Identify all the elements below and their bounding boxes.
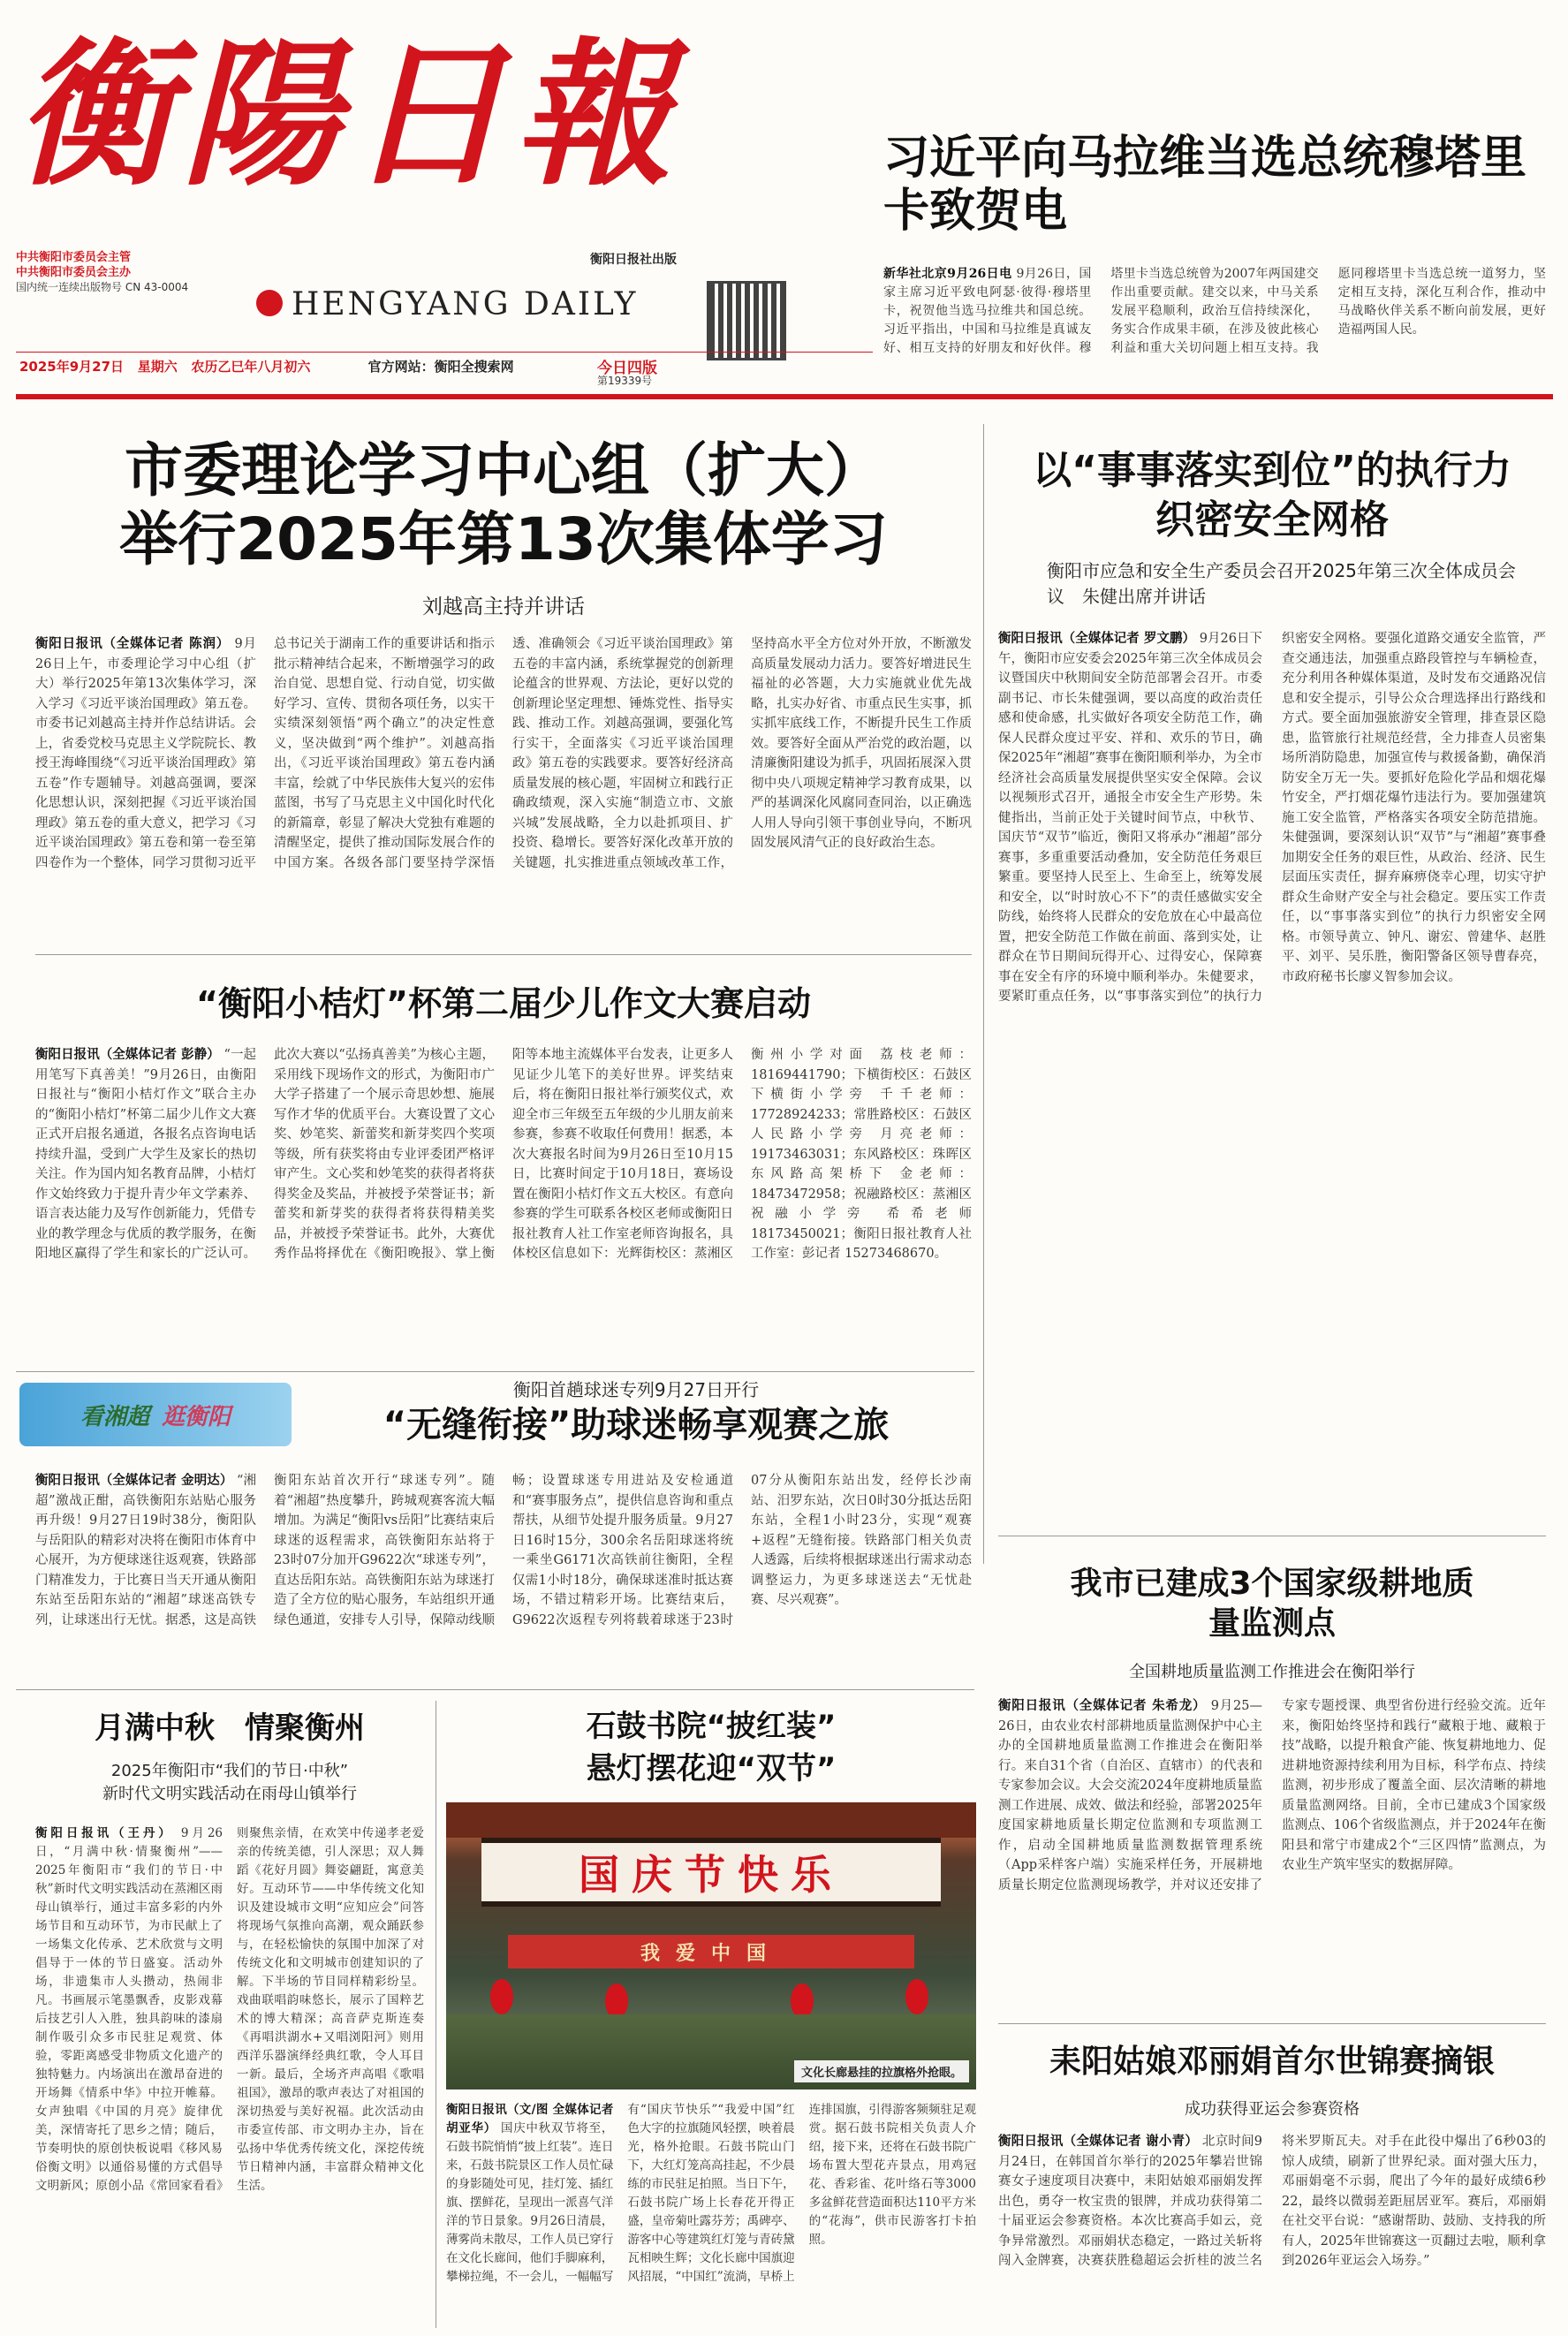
a6-subhead: 成功获得亚运会参赛资格 — [1185, 2100, 1360, 2119]
a6-body — [998, 2132, 1546, 2326]
a6-dateline: 衡阳日报讯（全媒体记者 谢小青） — [998, 2134, 1199, 2149]
a5-subhead: 全国耕地质量监测工作推进会在衡阳举行 — [1129, 1663, 1415, 1681]
a5-text: 9月25—26日，由农业农村部耕地质量监测保护中心主办的全国耕地质量监测工作推进会在衡阳举行。来自31个省（自治区、直辖市）的代表和专家参加会议。大会交流2024年度耕地质量监测工作进展、成效、做法和经验，部署2025年度国家耕地质量长期定位监测和专项监测工作，启动全国耕地质量监测数据管理系统（App采样客户端）实施采样任务，开展耕地质量长期定位监测现场教学，并对议还安排了专家专题授课、典型省份进行经验交流。近年来，衡阳始终坚持和践行“藏粮于地、藏粮于技”战略，以提升粮食产能、恢复耕地地力、促进耕地资源持续利用为目标，科学布点、持续监测，初步形成了覆盖全面、层次清晰的耕地质量监测网络。目前，全市已建成3个国家级监测点、106个省级监测点，并于2024年在衡阳县和常宁市建成2个“三区四情”监测点，为农业生产筑牢坚实的数据屏障。 — [998, 1699, 1546, 1892]
issue-date: 2025年9月27日 — [19, 359, 125, 375]
a8-body — [446, 2101, 976, 2329]
a7-subhead-2: 新时代文明实践活动在雨母山镇举行 — [102, 1785, 357, 1803]
a3-dateline: 衡阳日报讯（全媒体记者 彭静） — [35, 1047, 220, 1062]
lunar-date: 农历乙巳年八月初六 — [191, 359, 311, 375]
a4-body — [35, 1471, 972, 1676]
photo-banner-text: 国庆节快乐 — [579, 1851, 844, 1899]
a6-headline: 耒阳姑娘邓丽娟首尔世锦赛摘银 — [1049, 2044, 1495, 2080]
a2-headline-2: 织密安全网格 — [1155, 497, 1389, 542]
banner-text-2: 逛衡阳 — [162, 1403, 231, 1430]
a4-kicker: 衡阳首趟球迷专列9月27日开行 — [512, 1379, 760, 1400]
a8-dateline: 衡阳日报讯（文/图 全媒体记者 胡亚华） — [446, 2103, 614, 2135]
a7-headline: 月满中秋 情聚衡州 — [95, 1710, 365, 1746]
publisher: 衡阳日报社出版 — [590, 253, 677, 267]
cn-number: 国内统一连续出版物号 CN 43-0004 — [16, 281, 189, 293]
a1-body — [35, 634, 972, 940]
a8-photo — [446, 1802, 976, 2090]
lead-body — [883, 265, 1546, 389]
english-name: HENGYANG DAILY — [292, 286, 639, 322]
lead-text: 9月26日，国家主席习近平致电阿瑟·彼得·穆塔里卡，祝贺他当选马拉维共和国总统。习近平指出，中国和马拉维是真诚友好、相互支持的好朋友和好伙伴。穆塔里卡当选总统曾为2007年两国建交作出重要贡献。建交以来，中马关系发展平稳顺利，政治互信持续深化，务实合作成果丰硕，在涉及彼此核心利益和重大关切问题上相互支持。我愿同穆塔里卡当选总统一道努力，坚定相互支持，深化互利合作，推动中马战略伙伴关系不断向前发展，更好造福两国人民。 — [883, 267, 1546, 355]
a5-dateline: 衡阳日报讯（全媒体记者 朱希龙） — [998, 1698, 1207, 1713]
a2-dateline: 衡阳日报讯（全媒体记者 罗文鹏） — [998, 631, 1196, 646]
photo-caption: 文化长廊悬挂的拉旗格外抢眼。 — [794, 2060, 969, 2082]
weekday: 星期六 — [137, 359, 178, 375]
a1-headline-1: 市委理论学习中心组（扩大） — [125, 436, 882, 504]
website: 官方网站：衡阳全搜索网 — [367, 359, 514, 375]
a1-subhead: 刘越高主持并讲话 — [422, 595, 585, 618]
a2-headline-1: 以“事事落实到位”的执行力 — [1033, 448, 1511, 493]
sponsor-1: 中共衡阳市委员会主管 — [16, 251, 132, 264]
qr-code-icon — [707, 281, 786, 360]
lead-dateline: 新华社北京9月26日电 — [883, 267, 1012, 281]
a2-text: 9月26日下午，衡阳市应安委会2025年第三次全体成员会议暨国庆中秋期间安全防范部署会召开。市委副书记、市长朱健强调，要以高度的政治责任感和使命感，扎实做好各项安全防范工作，确保人民群众度过平安、祥和、欢乐的节日，确保2025年“湘超”赛事在衡阳顺利举办，为全市经济社会高质量发展提供坚实安全保障。会议以视频形式召开，通报全市安全生产形势。朱健指出，当前正处于关键时间节点，中秋节、国庆节“双节”临近，衡阳又将承办“湘超”部分赛事，多重重要活动叠加，安全防范任务艰巨繁重。要坚持人民至上、生命至上，统筹发展和安全，以“时时放心不下”的责任感做实安全防线，始终将人民群众的安危放在心中最高位置，把安全防范工作做在前面、落到实处，让群众在节日期间玩得开心、过得安心，保障赛事在安全有序的环境中顺利举办。朱健要求，要紧盯重点任务，以“事事落实到位”的执行力织密安全网格。要强化道路交通安全监管，严查交通违法，加强重点路段管控与车辆检查，充分利用各种媒体渠道，及时发布交通路况信息和安全提示，引导公众合理选择出行路线和方式。要全面加强旅游安全管理，排查景区隐患，监管旅行社规范经营，全力排查人员密集场所消防隐患，加强宣传与救援备勤，确保消防安全万无一失。要抓好危险化学品和烟花爆竹安全，严打烟花爆竹违法行为。要加强建筑施工安全监管，严格落实各项安全防范措施。朱健强调，要深刻认识“双节”与“湘超”赛事叠加期安全任务的艰巨性，从政治、经济、民生层面压实责任，摒弃麻痹侥幸心理，切实守护群众生命财产安全与社会稳定。要压实工作责任，以“事事落实到位”的执行力织密安全网格。市领导黄立、钟凡、谢宏、曾建华、赵胜平、刘平、吴乐胜，衡阳警备区领导曹春亮，市政府秘书长廖义智参加会议。 — [998, 632, 1546, 1004]
photo-sign-text: 我爱中国 — [640, 1942, 782, 1965]
a7-subhead — [35, 1760, 424, 1806]
a1-headline-2: 举行2025年第13次集体学习 — [119, 505, 888, 573]
a1-dateline: 衡阳日报讯（全媒体记者 陈润） — [35, 636, 231, 651]
lead-headline: 习近平向马拉维当选总统穆塔里卡致贺电 — [883, 132, 1527, 238]
date-bar — [19, 357, 514, 375]
masthead-rule — [16, 394, 1553, 399]
logo-icon — [256, 290, 283, 316]
a3-text: “一起用笔写下真善美！”9月26日，由衡阳日报社与“衡阳小桔灯作文”联合主办的“衡阳小桔灯”杯第二届少儿作文大赛正式开启报名通道，各报名点咨询电话持续升温，受到广大学生及家长的热切关注。作为国内知名教育品牌，小桔灯作文始终致力于提升青少年文学素养、语言表达能力及写作创新能力，凭借专业的教学理念与优质的教学服务，在衡阳地区赢得了学生和家长的广泛认可。此次大赛以“弘扬真善美”为核心主题，采用线下现场作文的形式，为衡阳市广大学子搭建了一个展示奇思妙想、施展写作才华的优质平台。大赛设置了文心奖、妙笔奖、新蕾奖和新芽奖四个奖项等级，所有获奖将由专业评委团严格评审产生。文心奖和妙笔奖的获得者将获得奖金及奖品，并被授予荣誉证书；新蕾奖和新芽奖的获得者将获得精美奖品，并被授予荣誉证书。此外，大赛优秀作品将择优在《衡阳晚报》、掌上衡阳等本地主流媒体平台发表，让更多人见证少儿笔下的美好世界。评奖结束后，将在衡阳日报社举行颁奖仪式，欢迎全市三年级至五年级的少儿朋友前来参赛，参赛不收取任何费用！据悉，本次大赛报名时间为9月26日至10月15日，比赛时间定于10月18日，赛场设置在衡阳小桔灯作文五大校区。有意向参赛的学生可联系各校区老师或衡阳日报社教育人社工作室老师咨询报名，具体校区信息如下：光辉街校区：蒸湘区衡州小学对面 荔枝老师：18169441790；下横街校区：石鼓区下横街小学旁 千千老师：17728924233；常胜路校区：石鼓区人民路小学旁 月亮老师：19173463031；东风路校区：珠晖区东风路高架桥下 金老师：18473472958；祝融路校区：蒸湘区祝融小学旁 希希老师18173450021；衡阳日报社教育人社工作室：彭记者 15273468670。 — [35, 1048, 972, 1261]
page-count: 今日四版 — [597, 360, 657, 377]
a1-text: 9月26日上午，市委理论学习中心组（扩大）举行2025年第13次集体学习，深入学习《习近平谈治国理政》第五卷。市委书记刘越高主持并作总结讲话。会上，省委党校马克思主义学院院长、教授王海峰围绕“《习近平谈治国理政》第五卷”作专题辅导。刘越高强调，要深化思想认识，深刻把握《习近平谈治国理政》第五卷的重大意义，把学习《习近平谈治国理政》第五卷和第一卷至第四卷作为一个整体，同学习贯彻习近平总书记关于湖南工作的重要讲话和指示批示精神结合起来，不断增强学习的政治自觉、思想自觉、行动自觉，切实做好学习、宣传、贯彻各项任务，以实干实绩深刻领悟“两个确立”的决定性意义，坚决做到“两个维护”。刘越高指出，《习近平谈治国理政》第五卷内涵丰富，绘就了中华民族伟大复兴的宏伟蓝图，书写了马克思主义中国化时代化的新篇章，彰显了解决大党独有难题的清醒坚定，提供了推动国际发展合作的中国方案。各级各部门要坚持学深悟透、准确领会《习近平谈治国理政》第五卷的丰富内涵，系统掌握党的创新理论蕴含的世界观、方法论，更好以党的创新理论坚定理想、锤炼党性、指导实践、推动工作。刘越高强调，要强化笃行实干，全面落实《习近平谈治国理政》第五卷的实践要求。要答好经济高质量发展的核心题，牢固树立和践行正确政绩观，深入实施“制造立市、文旅兴城”发展战略，全力以赴抓项目、扩投资、稳增长。要答好深化改革开放的关键题，扎实推进重点领域改革工作，坚持高水平全方位对外开放，不断激发高质量发展动力活力。要答好增进民生福祉的必答题，大力实施就业优先战略，扎实办好省、市重点民生实事，抓实抓牢底线工作，不断提升民生工作质效。要答好全面从严治党的政治题，以清廉衡阳建设为抓手，巩固拓展深入贯彻中央八项规定精神学习教育成果，以严的基调深化风腐同查同治，以正确选人用人导向引领干事创业导向，不断巩固发展风清气正的良好政治生态。 — [35, 637, 972, 870]
a2-body — [998, 629, 1546, 1514]
a8-headline-1: 石鼓书院“披红装” — [586, 1709, 837, 1744]
a2-subhead: 衡阳市应急和安全生产委员会召开2025年第三次全体成员会议 朱健出席并讲话 — [1047, 560, 1516, 607]
a7-text: 9月26日，“月满中秋·情聚衡州”——2025年衡阳市“我们的节日·中秋”新时代文明实践活动在蒸湘区雨母山镇举行，通过丰富多彩的内外场节目和互动环节，为市民献上了一场集文化传承、艺术欣赏与文明倡导于一体的节日盛宴。活动外场，非遗集市人头攒动，热闹非凡。书画展示笔墨飘香，皮影戏幕后技艺引人入胜，独具韵味的漆扇制作吸引众多市民驻足观赏、体验，零距离感受非物质文化遗产的独特魅力。内场演出在激昂奋进的开场舞《情系中华》中拉开帷幕。女声独唱《中国的月亮》旋律优美，深情寄托了思乡之情；随后，节奏明快的原创快板说唱《移风易俗衡文明》以通俗易懂的方式倡导文明新风；原创小品《常回家看看》则聚焦亲情，在欢笑中传递孝老爱亲的传统美德，引人深思；双人舞蹈《花好月圆》舞姿翩跹，寓意美好。互动环节——中华传统文化知识及建设城市文明“应知应会”问答将现场气氛推向高潮，观众踊跃参与，在轻松愉快的氛围中加深了对传统文化和文明城市创建知识的了解。下半场的节目同样精彩纷呈。戏曲联唱韵味悠长，展示了国粹艺术的博大精深；高音萨克斯连奏《再唱洪湖水+又唱浏阳河》则用西洋乐器演绎经典红歌，令人耳目一新。最后，全场齐声高唱《歌唱祖国》，激昂的歌声表达了对祖国的深切热爱与美好祝福。此次活动由市委宣传部、市文明办主办，旨在弘扬中华优秀传统文化，深挖传统节日精神内涵，丰富群众精神文化生活。 — [35, 1826, 424, 2193]
issue-number: 第19339号 — [597, 375, 653, 387]
a3-body — [35, 1045, 972, 1359]
a4-headline: “无缝衔接”助球迷畅享观赛之旅 — [383, 1405, 890, 1445]
a7-body — [35, 1824, 424, 2328]
sponsor-block — [16, 250, 188, 295]
banner-text-1: 看湘超 — [80, 1403, 149, 1430]
sponsor-2: 中共衡阳市委员会主办 — [16, 266, 132, 279]
a5-body — [998, 1696, 1546, 2007]
a7-dateline: 衡阳日报讯（王丹） — [35, 1826, 174, 1840]
a8-headline-2: 悬灯摆花迎“双节” — [586, 1751, 837, 1786]
a5-headline: 我市已建成3个国家级耕地质量监测点 — [1070, 1566, 1474, 1642]
a8-text: 国庆中秋双节将至，石鼓书院悄悄“披上红装”。连日来，石鼓书院景区工作人员忙碌的身影随处可见，挂灯笼、插红旗、摆鲜花，呈现出一派喜气洋洋的节日景象。9月26日清晨，薄雾尚未散尽，工作人员已穿行在文化长廊间，他们手脚麻利，攀梯拉绳，不一会儿，一幅幅写有“国庆节快乐”“我爱中国”红色大字的拉旗随风轻摆，映着晨光，格外抢眼。石鼓书院山门下，大红灯笼高高挂起，不少晨练的市民驻足拍照。当日下午，石鼓书院广场上长春花开得正盛，皇帝菊吐露芬芳；禹碑亭、游客中心等建筑红灯笼与青砖黛瓦相映生辉；文化长廊中国旗迎风招展，“中国红”流淌，早桥上连排国旗，引得游客频频驻足观赏。据石鼓书院相关负责人介绍，接下来，还将在石鼓书院广场布置大型花卉景点，用鸡冠花、香彩雀、花叶络石等3000多盆鲜花营造面积达110平方米的“花海”，供市民游客打卡拍照。 — [446, 2103, 976, 2284]
banner — [19, 1383, 292, 1446]
a3-headline: “衡阳小桔灯”杯第二届少儿作文大赛启动 — [196, 984, 811, 1023]
a4-dateline: 衡阳日报讯（全媒体记者 金明达） — [35, 1473, 233, 1488]
masthead-title: 衡陽日報 — [16, 22, 680, 207]
a7-subhead-1: 2025年衡阳市“我们的节日·中秋” — [110, 1762, 349, 1780]
a4-text: “湘超”激战正酣，高铁衡阳东站贴心服务再升级！9月27日19时38分，衡阳队与岳阳队的精彩对决将在衡阳市体育中心展开，为方便球迷往返观赛，铁路部门精准发力，于比赛日当天开通从衡阳东站至岳阳东站的“湘超”球迷高铁专列，让球迷出行无忧。据悉，这是高铁衡阳东站首次开行“球迷专列”。随着“湘超”热度攀升，跨城观赛客流大幅增加。为满足“衡阳vs岳阳”比赛结束后球迷的返程需求，高铁衡阳东站将于23时07分加开G9622次“球迷专列”，直达岳阳东站。高铁衡阳东站为球迷打造了全方位的贴心服务，车站组织开通绿色通道，安排专人引导，保障动线顺畅；设置球迷专用进站及安检通道和“赛事服务点”，提供信息咨询和重点帮扶，从细节处提升服务质量。9月27日16时15分，300余名岳阳球迷将统一乘坐G6171次高铁前往衡阳，全程仅需1小时18分，确保球迷准时抵达赛场，不错过精彩开场。比赛结束后，G9622次返程专列将载着球迷于23时07分从衡阳东站出发，经停长沙南站、汨罗东站，次日0时30分抵达岳阳东站，全程1小时23分，实现“观赛+返程”无缝衔接。铁路部门相关负责人透露，后续将根据球迷出行需求动态调整运力，为更多球迷送去“无忧赴赛、尽兴观赛”。 — [35, 1474, 972, 1627]
a6-text: 北京时间9月24日，在韩国首尔举行的2025年攀岩世锦赛女子速度项目决赛中，耒阳姑娘邓丽娟发挥出色，勇夺一枚宝贵的银牌，并成功获得第二十届亚运会参赛资格。本次比赛高手如云，竞争异常激烈。邓丽娟状态稳定，一路过关斩将闯入金牌赛，决赛获胜稳超运会折桂的波兰名将米罗斯瓦夫。对手在此役中爆出了6秒03的惊人成绩，刷新了世界纪录。面对强大压力，邓丽娟毫不示弱，爬出了今年的最好成绩6秒22，最终以微弱差距屈居亚军。赛后，邓丽娟在社交平台说：“感谢帮助、鼓励、支持我的所有人，2025年世锦赛这一页翻过去啦，顺利拿到2026年亚运会入场券。” — [998, 2135, 1546, 2268]
